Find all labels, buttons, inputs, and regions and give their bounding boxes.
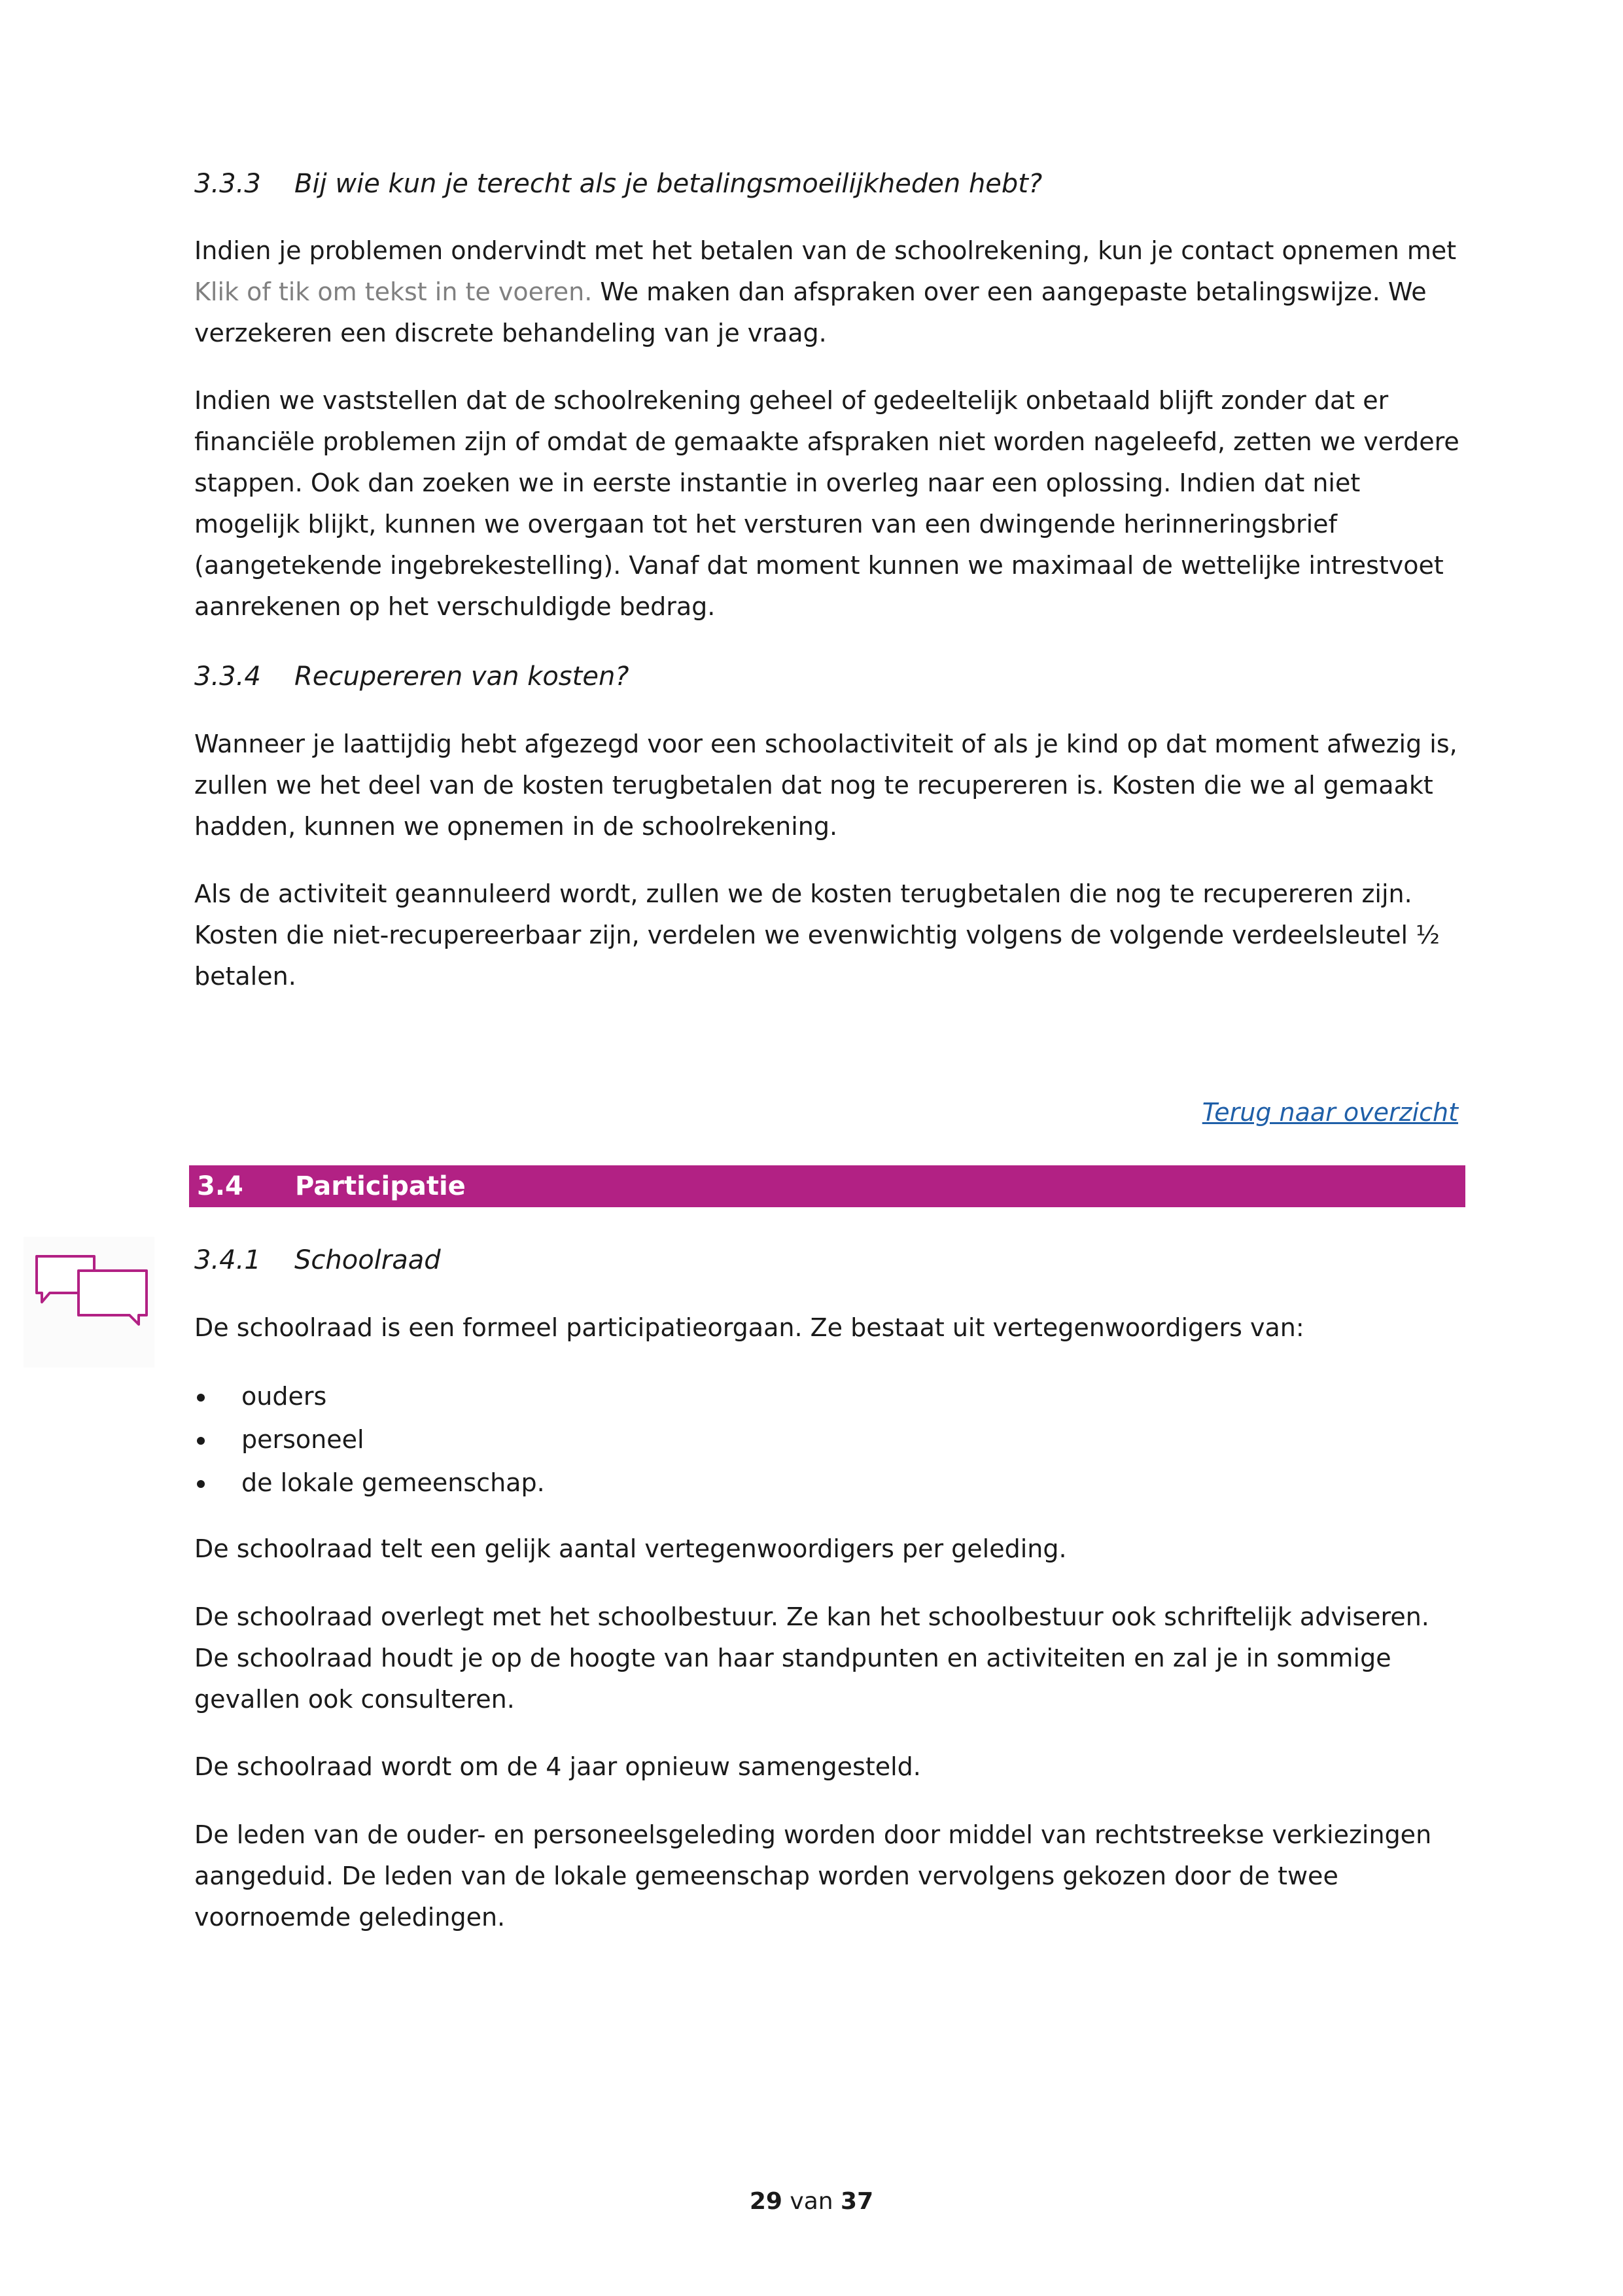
paragraph-representatives <box>194 1528 1463 1570</box>
heading-3-3-3 <box>194 164 1042 205</box>
heading-title: Schoolraad <box>294 1245 441 1275</box>
paragraph-elections <box>194 1814 1463 1938</box>
heading-3-4-1 <box>194 1240 441 1281</box>
paragraph-text: De leden van de ouder- en personeelsgeleding worden door middel van rechtstreekse verkiezingen aangeduid. De leden van de lokale gemeenschap worden vervolgens gekozen door de twee voornoemde geledingen. <box>194 1820 1432 1932</box>
total-pages: 37 <box>841 2188 874 2215</box>
bullet-list <box>194 1375 1463 1504</box>
current-page: 29 <box>749 2188 782 2215</box>
paragraph-text: Wanneer je laattijdig hebt afgezegd voor een schoolactiviteit of als je kind op dat moment afwezig is, zullen we het deel van de kosten terugbetalen dat nog te recupereren is. Kosten die we al gemaakt hadden, kunnen we opnemen in de schoolrekening. <box>194 730 1457 841</box>
paragraph-text: De schoolraad overlegt met het schoolbestuur. Ze kan het schoolbestuur ook schriftelijk adviseren. De schoolraad houdt je op de hoogte van haar standpunten en activiteiten en zal je in sommige gevallen ook consulteren. <box>194 1602 1429 1714</box>
heading-title: Bij wie kun je terecht als je betalingsmoeilijkheden hebt? <box>294 169 1043 199</box>
paragraph-late-cancel <box>194 724 1463 847</box>
paragraph-payment-contact <box>194 230 1463 354</box>
paragraph-consultation <box>194 1597 1463 1720</box>
heading-number: 3.3.3 <box>194 169 261 199</box>
paragraph-text: De schoolraad is een formeel participatieorgaan. Ze bestaat uit vertegenwoordigers van: <box>194 1313 1304 1342</box>
section-number: 3.4 <box>197 1171 243 1201</box>
heading-3-3-4 <box>194 656 629 698</box>
section-title: Participatie <box>295 1171 466 1201</box>
text: Indien je problemen ondervindt met het betalen van de schoolrekening, kun je contact opnemen met <box>194 236 1457 265</box>
paragraph-unpaid-bill <box>194 380 1463 627</box>
list-item: personeel <box>194 1418 1463 1461</box>
back-to-overview-link[interactable]: Terug naar overzicht <box>1202 1098 1458 1127</box>
heading-title: Recupereren van kosten? <box>294 662 629 692</box>
heading-number: 3.4.1 <box>194 1245 261 1275</box>
paragraph-composition <box>194 1746 1463 1788</box>
speech-bubbles-icon <box>24 1237 154 1368</box>
paragraph-text: Als de activiteit geannuleerd wordt, zullen we de kosten terugbetalen die nog te recupereren zijn. Kosten die niet-recupereerbaar zijn, verdelen we evenwichtig volgens de volgende verdeelsleutel ½ betalen. <box>194 879 1440 991</box>
text: We maken dan afspraken over een aangepaste betalingswijze. We verzekeren een discrete behandeling van je vraag. <box>194 277 1427 347</box>
paragraph-text: De schoolraad wordt om de 4 jaar opnieuw samengesteld. <box>194 1752 921 1781</box>
paragraph-schoolraad-intro <box>194 1307 1463 1349</box>
page-separator: van <box>790 2188 833 2215</box>
page-number-footer <box>0 2188 1623 2215</box>
list-item: ouders <box>194 1375 1463 1418</box>
paragraph-text: Indien we vaststellen dat de schoolrekening geheel of gedeeltelijk onbetaald blijft zonder dat er financiële problemen zijn of omdat de gemaakte afspraken niet worden nageleefd, zetten we verdere stappen. Ook dan zoeken we in eerste instantie in overleg naar een oplossing. Indien dat niet mogelijk blijkt, kunnen we overgaan tot het versturen van een dwingende herinneringsbrief (aangetekende ingebrekestelling). Vanaf dat moment kunnen we maximaal de wettelijke intrestvoet aanrekenen op het verschuldigde bedrag. <box>194 386 1459 621</box>
content-control-placeholder[interactable]: Klik of tik om tekst in te voeren. <box>194 277 593 306</box>
paragraph-cancelled-activity <box>194 874 1463 997</box>
paragraph-text: De schoolraad telt een gelijk aantal vertegenwoordigers per geleding. <box>194 1534 1067 1563</box>
list-item: de lokale gemeenschap. <box>194 1461 1463 1504</box>
heading-number: 3.3.4 <box>194 662 261 692</box>
section-heading-bar <box>189 1165 1465 1207</box>
